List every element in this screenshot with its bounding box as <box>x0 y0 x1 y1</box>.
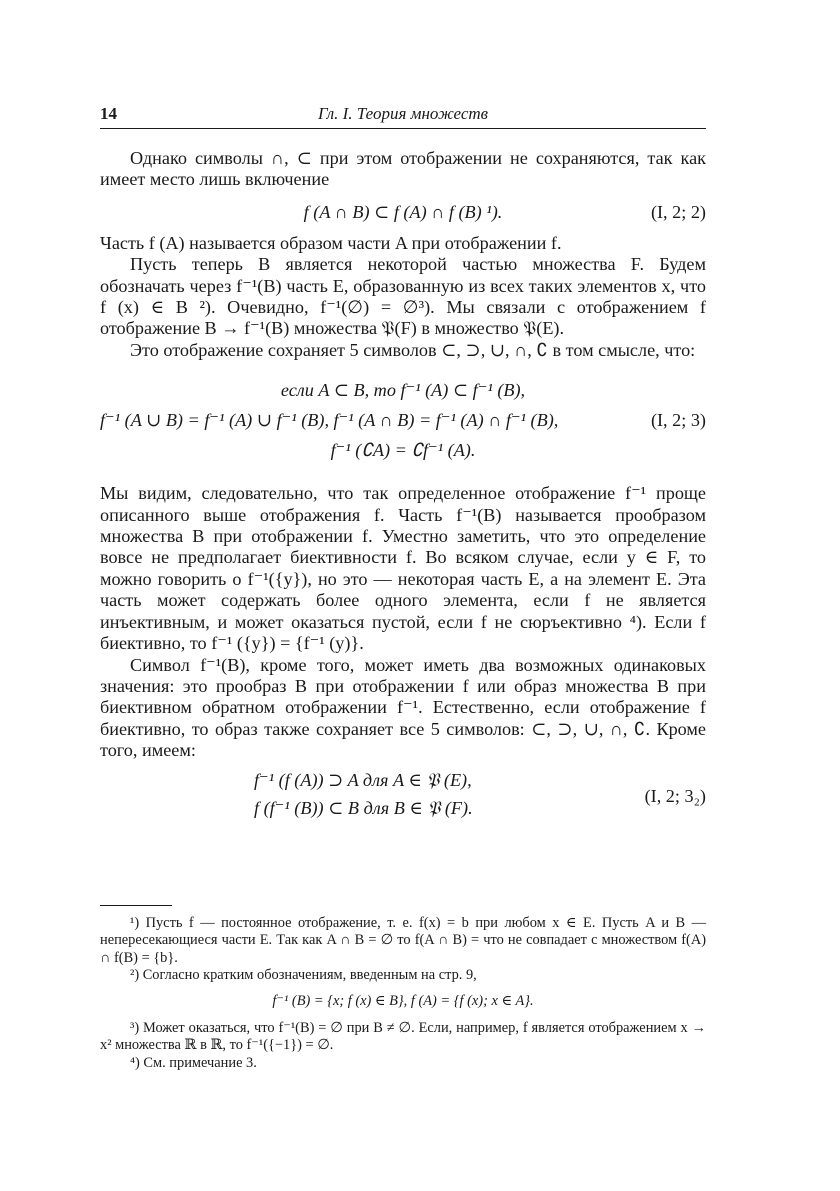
footnote-3: ³) Может оказаться, что f⁻¹(B) = ∅ при B ≠ ∅. Если, например, f является отображением x → x² множества ℝ в ℝ, то f⁻¹({−1}) = ∅. <box>100 1020 706 1054</box>
equation-3-2-line-2: f (f⁻¹ (B)) ⊂ B для B ∈ 𝔓 (F). <box>254 797 473 818</box>
equation-3-tag: (I, 2; 3) <box>650 410 706 431</box>
equation-3-line-1: если A ⊂ B, то f⁻¹ (A) ⊂ f⁻¹ (B), <box>280 380 526 401</box>
main-text <box>100 148 706 830</box>
paragraph-6: Символ f⁻¹(B), кроме того, может иметь два возможных одинаковых значения: это прообраз B при отображении f или образ множества B при биективном обратном отображении f⁻¹. Естественно, если отображение f биективно, то образ также сохраняет все 5 символов: ⊂, ⊃, ∪, ∩, ∁. Кроме того, имеем: <box>100 654 706 761</box>
running-title: Гл. I. Теория множеств <box>317 104 489 123</box>
page-header <box>100 104 706 129</box>
footnote-4: ⁴) См. примечание 3. <box>130 1054 257 1071</box>
equation-2 <box>100 199 706 225</box>
footnote-1: ¹) Пусть f — постоянное отображение, т. е. f(x) = b при любом x ∈ E. Пусть A и B — непересекающиеся части E. Так как A ∩ B = ∅ то f(A ∩ B) = что не совпадает с множеством f(A) ∩ f(B) = {b}. <box>100 915 706 966</box>
footnote-separator <box>100 905 172 906</box>
paragraph-1: Однако символы ∩, ⊂ при этом отображении не сохраняются, так как имеет место лишь включение <box>100 148 706 190</box>
equation-3-line-3: f⁻¹ (∁A) = ∁f⁻¹ (A). <box>330 440 476 461</box>
footnote-2-formula: f⁻¹ (B) = {x; f (x) ∈ B}, f (A) = {f (x); x ∈ A}. <box>272 992 534 1009</box>
equation-2-tag: (I, 2; 2) <box>650 201 706 222</box>
paragraph-4: Это отображение сохраняет 5 символов ⊂, ⊃, ∪, ∩, ∁ в том смысле, что: <box>130 339 696 360</box>
equation-3 <box>100 375 706 471</box>
footnotes <box>100 915 706 1072</box>
paragraph-3: Пусть теперь B является некоторой частью множества F. Будем обозначать через f⁻¹(B) часть E, образованную из всех таких элементов x, что f (x) ∈ B ²). Очевидно, f⁻¹(∅) = ∅³). Мы связали с отображением f отображение B → f⁻¹(B) множества 𝔓(F) в множество 𝔓(E). <box>100 254 706 339</box>
equation-3-2-line-1: f⁻¹ (f (A)) ⊃ A для A ∈ 𝔓 (E), <box>254 769 472 790</box>
paragraph-5: Мы видим, следовательно, что так определенное отображение f⁻¹ проще описанного выше отображения f. Часть f⁻¹(B) называется прообразом множества B при отображении f. Уместно заметить, что это определение вовсе не предполагает биективности f. Во всяком случае, если y ∈ F, то можно говорить о f⁻¹({y}), но это — некоторая часть E, а на элемент E. Эта часть может содержать более одного элемента, если f не является инъективным, и может оказаться пустой, если f не сюръективно ⁴). Если f биективно, то f⁻¹ ({y}) = {f⁻¹ (y)}. <box>100 483 706 654</box>
equation-3-2-tag: (I, 2; 3₂) <box>644 785 706 806</box>
equation-3-2 <box>100 770 706 830</box>
paragraph-2: Часть f (A) называется образом части A при отображении f. <box>100 232 562 253</box>
equation-2-formula: f (A ∩ B) ⊂ f (A) ∩ f (B) ¹). <box>303 201 503 222</box>
equation-3-line-2: f⁻¹ (A ∪ B) = f⁻¹ (A) ∪ f⁻¹ (B), f⁻¹ (A ∩ B) = f⁻¹ (A) ∩ f⁻¹ (B), <box>100 410 559 431</box>
page-number: 14 <box>100 104 117 123</box>
footnote-2: ²) Согласно кратким обозначениям, введенным на стр. 9, <box>130 967 477 984</box>
